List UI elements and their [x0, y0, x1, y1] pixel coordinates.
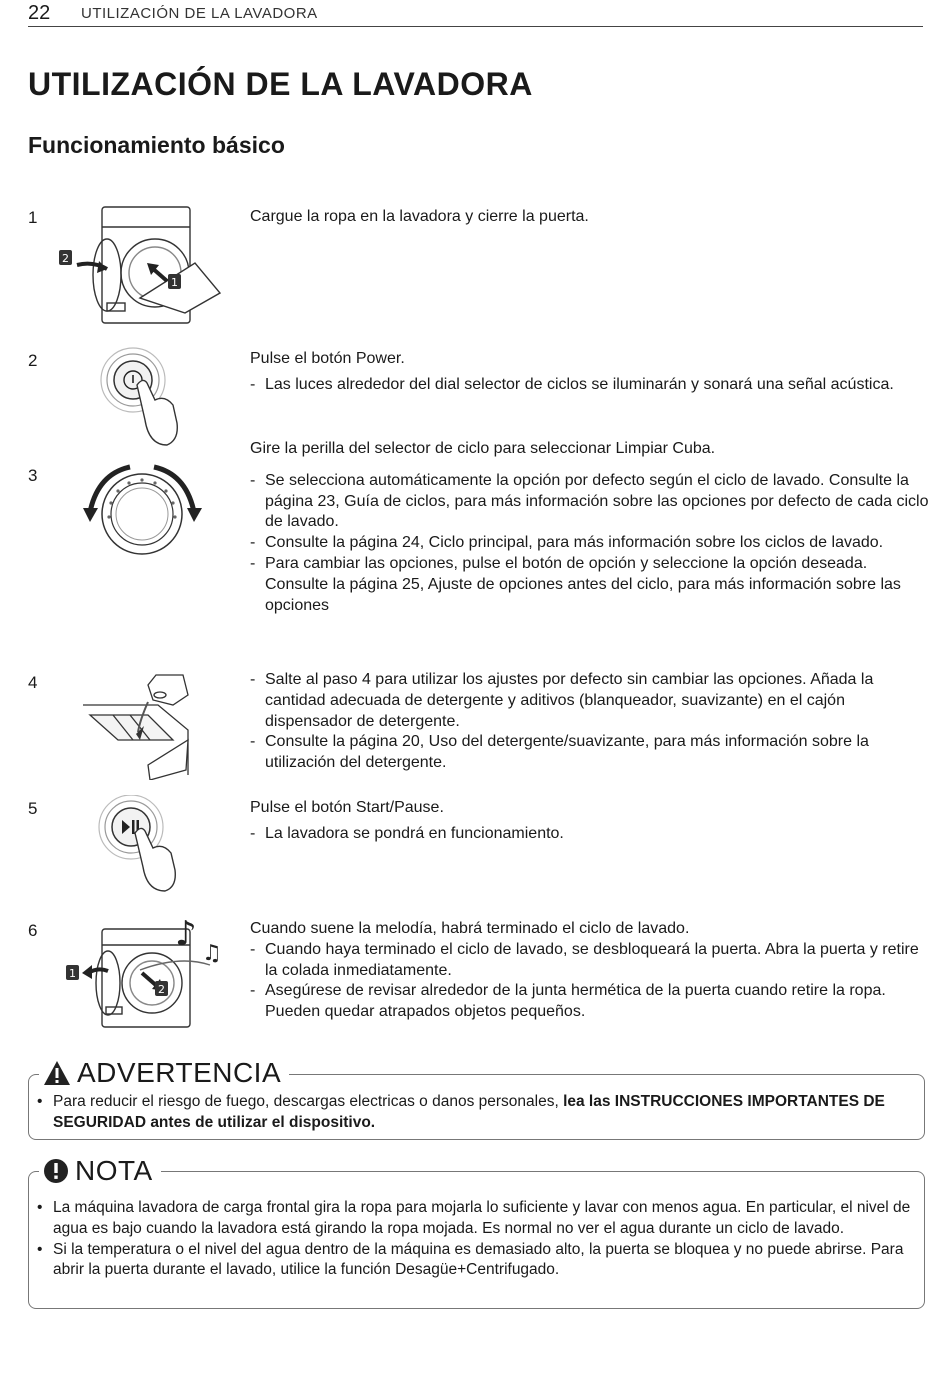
step-3-bullet: - Para cambiar las opciones, pulse el botón de opción y seleccione la opción deseada. Consulte la página 25, Ajuste de opciones antes del ciclo, para más información sobre las opciones	[250, 554, 930, 616]
music-note-icon: ♪	[175, 915, 197, 954]
step-6-text	[250, 919, 930, 1023]
warning-text-bold: lea las INSTRUCCIONES IMPORTANTES DE SEGURIDAD antes de utilizar el dispositivo.	[53, 1093, 885, 1131]
warning-heading	[39, 1057, 289, 1089]
step-6-bullet: - Cuando haya terminado el ciclo de lavado, se desbloqueará la puerta. Abra la puerta y retire la colada inmediatamente.	[250, 940, 930, 982]
note-heading	[39, 1155, 161, 1187]
step-5-main: Pulse el botón Start/Pause.	[250, 799, 444, 816]
warning-body	[37, 1092, 912, 1134]
detergent-dispenser-illustration	[78, 670, 198, 780]
step-number-2: 2	[28, 351, 38, 370]
step-1-line: Cargue la ropa en la lavadora y cierre la puerta.	[250, 208, 589, 225]
exclamation-circle-icon	[43, 1158, 69, 1184]
figure-label: 1	[69, 967, 76, 980]
step-number-1: 1	[28, 208, 38, 227]
step-number-4: 4	[28, 673, 38, 692]
page-header	[28, 0, 923, 27]
step-5-text	[250, 798, 930, 845]
unload-laundry-illustration	[60, 915, 230, 1030]
power-button-illustration	[95, 345, 185, 450]
page-number: 22	[28, 2, 51, 24]
section-subtitle: Funcionamiento básico	[28, 132, 285, 158]
step-number-3: 3	[28, 466, 38, 485]
page-title: UTILIZACIÓN DE LA LAVADORA	[28, 66, 533, 102]
step-2-bullet: - Las luces alrededor del dial selector de ciclos se iluminarán y sonará una señal acústica.	[250, 375, 930, 396]
music-note-icon: ♫	[202, 941, 222, 966]
step-3-text	[250, 439, 930, 616]
step-6-main: Cuando suene la melodía, habrá terminado el ciclo de lavado.	[250, 920, 690, 937]
step-6-bullet: - Asegúrese de revisar alrededor de la junta hermética de la puerta cuando retire la ropa. Pueden quedar atrapados objetos pequeños.	[250, 981, 930, 1023]
step-1-text	[250, 207, 930, 228]
step-number-5: 5	[28, 799, 38, 818]
warning-title: ADVERTENCIA	[77, 1057, 282, 1088]
load-laundry-illustration	[55, 203, 225, 328]
note-title: NOTA	[75, 1155, 153, 1186]
note-item: • Si la temperatura o el nivel del agua dentro de la máquina es demasiado alto, la puerta se bloquea y no puede abrirse. Para abrir la puerta durante el lavado, utilice la función Desagüe+Centrifugado.	[37, 1240, 912, 1282]
step-3-main: Gire la perilla del selector de ciclo para seleccionar Limpiar Cuba.	[250, 440, 716, 457]
start-pause-button-illustration	[95, 795, 185, 895]
step-4-bullet: - Consulte la página 20, Uso del detergente/suavizante, para más información sobre la utilización del detergente.	[250, 732, 930, 774]
figure-label: 2	[158, 983, 165, 996]
note-body	[37, 1198, 912, 1281]
note-box	[28, 1155, 925, 1309]
figure-label: 1	[171, 276, 178, 289]
header-section-title: UTILIZACIÓN DE LA LAVADORA	[81, 5, 318, 22]
step-4-text	[250, 670, 930, 774]
step-5-bullet: - La lavadora se pondrá en funcionamiento.	[250, 824, 930, 845]
step-3-bullet: - Consulte la página 24, Ciclo principal, para más información sobre los ciclos de lavado.	[250, 533, 930, 554]
warning-box	[28, 1057, 925, 1140]
warning-text: Para reducir el riesgo de fuego, descargas electricas o danos personales,	[53, 1093, 564, 1110]
cycle-selector-dial-illustration	[80, 462, 205, 557]
warning-triangle-icon	[43, 1060, 71, 1086]
step-2-text	[250, 349, 930, 396]
figure-label: 2	[62, 252, 69, 265]
note-item: • La máquina lavadora de carga frontal gira la ropa para mojarla lo suficiente y lavar con menos agua. En particular, el nivel de agua es bajo cuando la lavadora está girando la ropa mojada. Es normal no ver el agua durante un ciclo de lavado.	[37, 1198, 912, 1240]
step-4-bullet: - Salte al paso 4 para utilizar los ajustes por defecto sin cambiar las opciones. Añada la cantidad adecuada de detergente y aditivos (blanqueador, suavizante) en el cajón dispensador de detergente.	[250, 670, 930, 732]
step-2-main: Pulse el botón Power.	[250, 350, 405, 367]
step-3-bullet: - Se selecciona automáticamente la opción por defecto según el ciclo de lavado. Consulte la página 23, Guía de ciclos, para más información sobre las opciones por defecto de cada ciclo de lavado.	[250, 471, 930, 533]
step-number-6: 6	[28, 921, 38, 940]
